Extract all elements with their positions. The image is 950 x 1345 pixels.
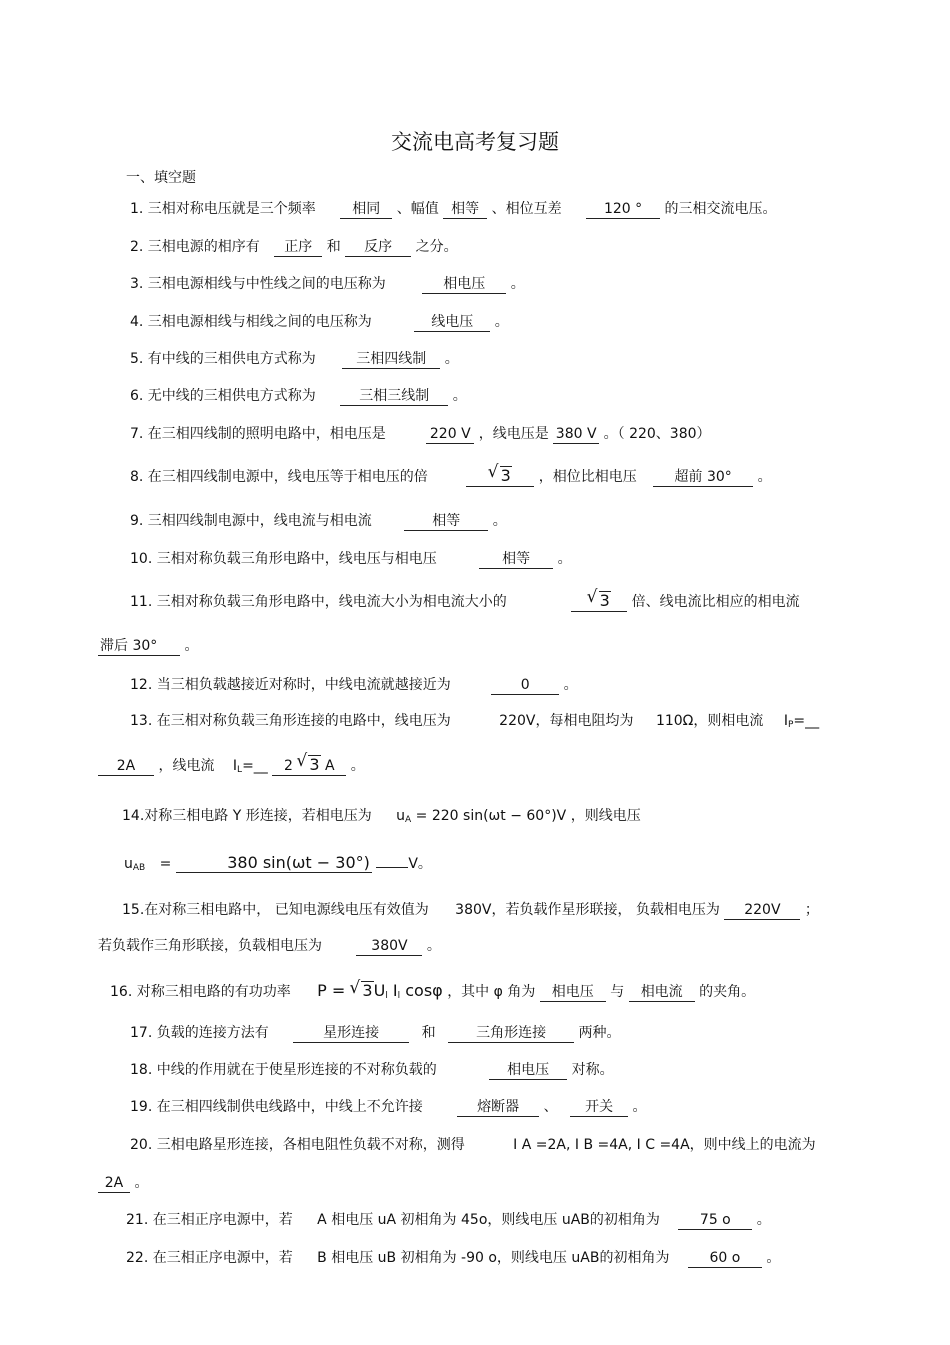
answer-blank: 220V: [724, 901, 800, 920]
question-5: 5. 有中线的三相供电方式称为 三相四线制 。: [130, 351, 459, 367]
question-22: 22. 在三相正序电源中，若 B 相电压 uB 初相角为 -90 o，则线电压 uAB的初相角为 60 o 。: [126, 1250, 781, 1266]
answer-blank: 熔断器: [457, 1098, 539, 1117]
answer-blank: 线电压: [414, 313, 490, 332]
question-3: 3. 三相电源相线与中性线之间的电压称为 相电压 。: [130, 276, 525, 292]
question-14: 14.对称三相电路 Y 形连接，若相电压为 $u_A = 220$ sin(ωt − 60°)V ，则线电压: [122, 808, 641, 825]
section-heading: 一、填空题: [126, 170, 196, 186]
question-6: 6. 无中线的三相供电方式称为 三相三线制 。: [130, 388, 467, 404]
answer-blank: 正序: [274, 238, 322, 257]
answer-blank: 三相三线制: [340, 387, 448, 406]
answer-blank: 120 °: [586, 200, 660, 219]
question-4: 4. 三相电源相线与相线之间的电压称为 线电压 。: [130, 314, 509, 330]
page-title: 交流电高考复习题: [391, 130, 559, 154]
question-20: 20. 三相电路星形连接，各相电阻性负载不对称，测得 I A =2A, I B =4A, I C =4A，则中线上的电流为: [130, 1137, 816, 1153]
answer-blank: 相电流: [629, 983, 695, 1002]
answer-blank: 三角形连接: [448, 1024, 574, 1043]
question-8: 8. 在三相四线制电源中，线电压等于相电压的倍 √ 3 ，相位比相电压 超前 30° 。: [130, 466, 772, 487]
answer-blank: 2 √ 3 A: [272, 755, 346, 776]
question-1: 1. 三相对称电压就是三个频率 相同 、幅值 相等 、相位互差 120 ° 的三相交流电压。: [130, 201, 777, 217]
question-17: 17. 负载的连接方法有 星形连接 和 三角形连接 两种。: [130, 1025, 621, 1041]
answer-blank: 相电压: [489, 1061, 567, 1080]
sqrt-3: √ 3: [350, 981, 373, 1001]
answer-blank: 三相四线制: [342, 350, 440, 369]
answer-blank: 相等: [479, 550, 553, 569]
answer-blank: 75 o: [678, 1211, 752, 1230]
formula-power: P = √ $3U_l$ $I_l$ cosφ: [317, 981, 443, 1000]
question-11-cont: 滞后 30° 。: [100, 638, 199, 654]
question-13-cont: 2A ，线电流 $I_L=\_\_$ 2 √ 3 A 。: [98, 755, 365, 780]
question-10: 10. 三相对称负载三角形电路中，线电压与相电压 相等 。: [130, 551, 572, 567]
answer-blank: [376, 867, 408, 868]
answer-blank: 相等: [443, 200, 487, 219]
answer-blank: 220 V: [426, 425, 474, 444]
question-20-cont: 2A 。: [98, 1173, 148, 1193]
question-7: 7. 在三相四线制的照明电路中，相电压是 220 V ，线电压是 380 V 。（ 220、380）: [130, 426, 711, 442]
answer-blank: 380 V: [553, 425, 599, 444]
answer-blank: [466, 466, 534, 487]
answer-blank: 滞后 30°: [98, 637, 180, 656]
answer-blank: 0: [491, 676, 559, 695]
question-13: 13. 在三相对称负载三角形连接的电路中，线电压为 220V，每相电阻均为 110Ω，则相电流 $I_P=\_\_$: [130, 713, 820, 730]
answer-blank: 相电压: [422, 275, 506, 294]
answer-blank: 反序: [345, 238, 411, 257]
question-19: 19. 在三相四线制供电线路中，中线上不允许接 熔断器 、 开关 。: [130, 1099, 647, 1115]
answer-blank: 相等: [404, 512, 488, 531]
answer-blank: 380V: [356, 937, 422, 956]
question-9: 9. 三相四线制电源中，线电流与相电流 相等 。: [130, 513, 507, 529]
answer-blank: [571, 591, 627, 612]
answer-blank: 星形连接: [293, 1024, 409, 1043]
answer-blank: 2A: [98, 757, 154, 776]
sqrt-3: √ 3: [489, 466, 512, 485]
question-15: 15.在对称三相电路中， 已知电源线电压有效值为 380V，若负载作星形联接， 负载相电压为 220V ；: [122, 902, 819, 918]
sqrt-3: √ 3: [588, 591, 611, 610]
answer-blank: 相电压: [540, 983, 606, 1002]
answer-blank: 380 sin(ωt − 30°): [176, 854, 372, 873]
sqrt-3: √ 3: [297, 755, 320, 774]
question-2: 2. 三相电源的相序有 正序 和 反序 之分。: [130, 239, 458, 255]
question-18: 18. 中线的作用就在于使星形连接的不对称负载的 相电压 对称。: [130, 1062, 614, 1078]
answer-blank: 相同: [340, 200, 392, 219]
question-15-cont: 若负载作三角形联接，负载相电压为 380V 。: [98, 938, 441, 954]
question-16: 16. 对称三相电路的有功功率 P = √ $3U_l$ $I_l$ cosφ ，其中 φ 角为 相电压 与 相电流 的夹角。: [110, 981, 755, 1006]
question-11: 11. 三相对称负载三角形电路中，线电流大小为相电流大小的 √ 3 倍、线电流比相应的相电流: [130, 591, 800, 612]
question-14-cont: $u_{AB} = 380$ sin(ωt − 30°) V。: [124, 853, 432, 873]
answer-blank: 2A: [98, 1174, 130, 1193]
question-21: 21. 在三相正序电源中，若 A 相电压 uA 初相角为 45o，则线电压 uAB的初相角为 75 o 。: [126, 1212, 771, 1228]
answer-blank: 超前 30°: [653, 468, 753, 487]
question-12: 12. 当三相负载越接近对称时，中线电流就越接近为 0 。: [130, 677, 578, 693]
answer-blank: 开关: [570, 1098, 628, 1117]
answer-blank: 60 o: [688, 1249, 762, 1268]
formula-phase-voltage: $u_A = 220$ sin(ωt − 60°)V: [396, 808, 567, 825]
